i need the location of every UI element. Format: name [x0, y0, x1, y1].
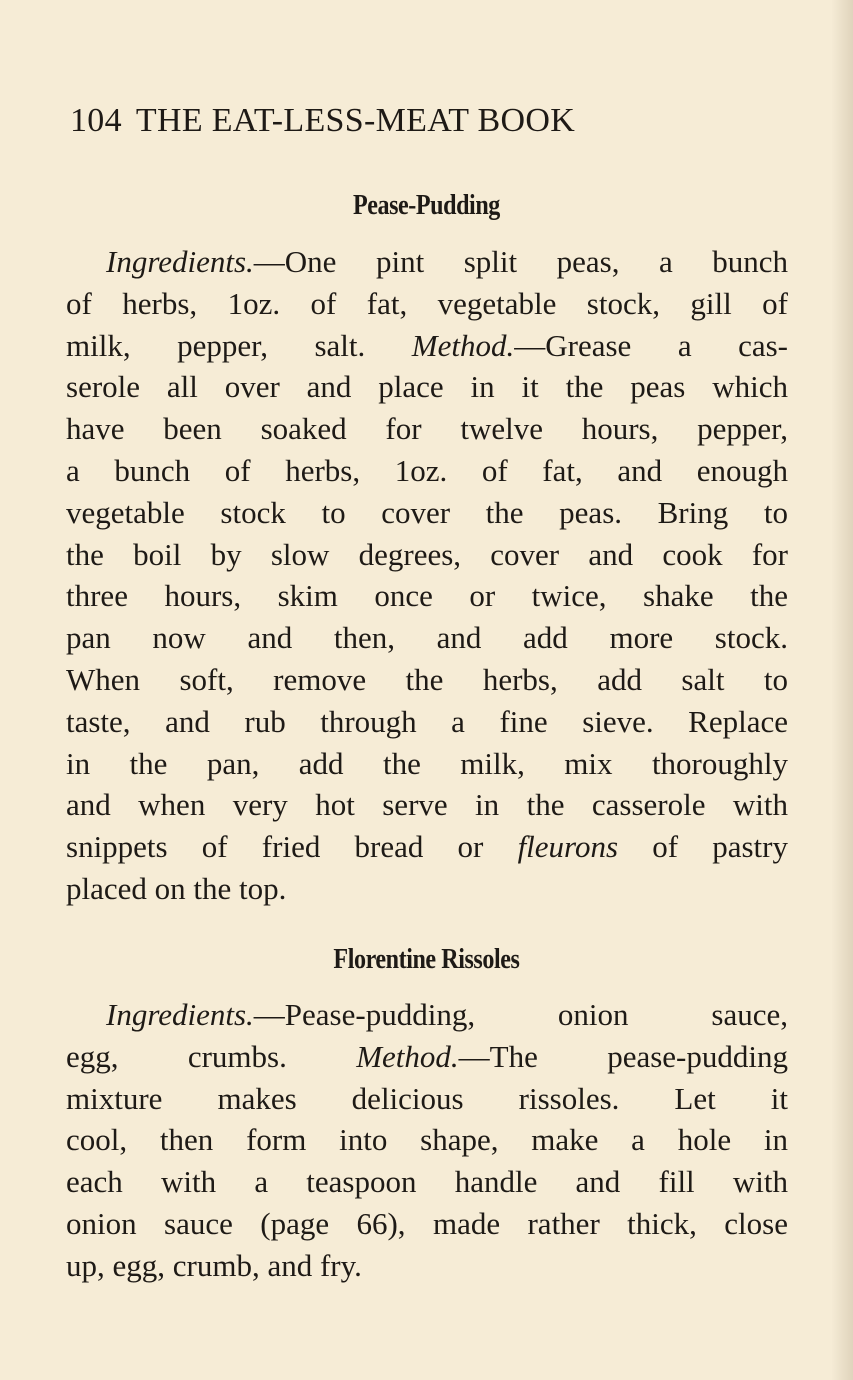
text-line: milk, pepper, salt. Method.—Grease a cas-: [66, 327, 788, 363]
text-line: the boil by slow degrees, cover and cook for: [66, 536, 788, 572]
ingredients-label: Ingredients.: [106, 244, 254, 279]
text-line: serole all over and place in it the peas which: [66, 369, 788, 405]
running-header: [70, 102, 575, 140]
page-number: 104: [70, 102, 122, 139]
text-line: and when very hot serve in the casserole with: [66, 787, 788, 823]
text-line: pan now and then, and add more stock.: [66, 620, 788, 656]
text-line: onion sauce (page 66), made rather thick, close: [66, 1205, 788, 1241]
text-line: of herbs, 1oz. of fat, vegetable stock, gill of: [66, 285, 788, 321]
text-line: placed on the top.: [66, 870, 287, 906]
text-line: taste, and rub through a fine sieve. Replace: [66, 703, 788, 739]
recipe-body-pease-pudding: [66, 241, 788, 910]
method-label: Method.: [411, 327, 515, 363]
text-line: three hours, skim once or twice, shake the: [66, 578, 788, 614]
recipe-title-florentine-rissoles: Florentine Rissoles: [333, 944, 520, 975]
text-line: each with a teaspoon handle and fill with: [66, 1164, 788, 1200]
fleurons-term: fleurons: [517, 829, 619, 865]
text-line: When soft, remove the herbs, add salt to: [66, 661, 788, 697]
text-line: Ingredients.—Pease-pudding, onion sauce,: [106, 997, 788, 1032]
text-line: mixture makes delicious rissoles. Let it: [66, 1080, 788, 1116]
text-line: have been soaked for twelve hours, pepper,: [66, 411, 788, 447]
page-edge-shadow: [831, 0, 853, 1380]
text-line: egg, crumbs. Method.—The pease-pudding: [66, 1038, 788, 1074]
text-line: a bunch of herbs, 1oz. of fat, and enough: [66, 452, 788, 488]
text-line: up, egg, crumb, and fry.: [66, 1247, 362, 1283]
text-line: snippets of fried bread or fleurons of pastry: [66, 829, 788, 865]
recipe-title-pease-pudding: Pease-Pudding: [352, 190, 500, 221]
text-line: Ingredients.—One pint split peas, a bunch: [106, 244, 788, 279]
recipe-body-florentine-rissoles: [66, 994, 788, 1287]
method-label: Method.: [356, 1038, 459, 1074]
text-line: in the pan, add the milk, mix thoroughly: [66, 745, 788, 781]
ingredients-label: Ingredients.: [106, 997, 254, 1032]
text-line: vegetable stock to cover the peas. Bring to: [66, 494, 788, 530]
running-title: THE EAT-LESS-MEAT BOOK: [135, 102, 576, 139]
text-line: cool, then form into shape, make a hole in: [66, 1122, 788, 1158]
